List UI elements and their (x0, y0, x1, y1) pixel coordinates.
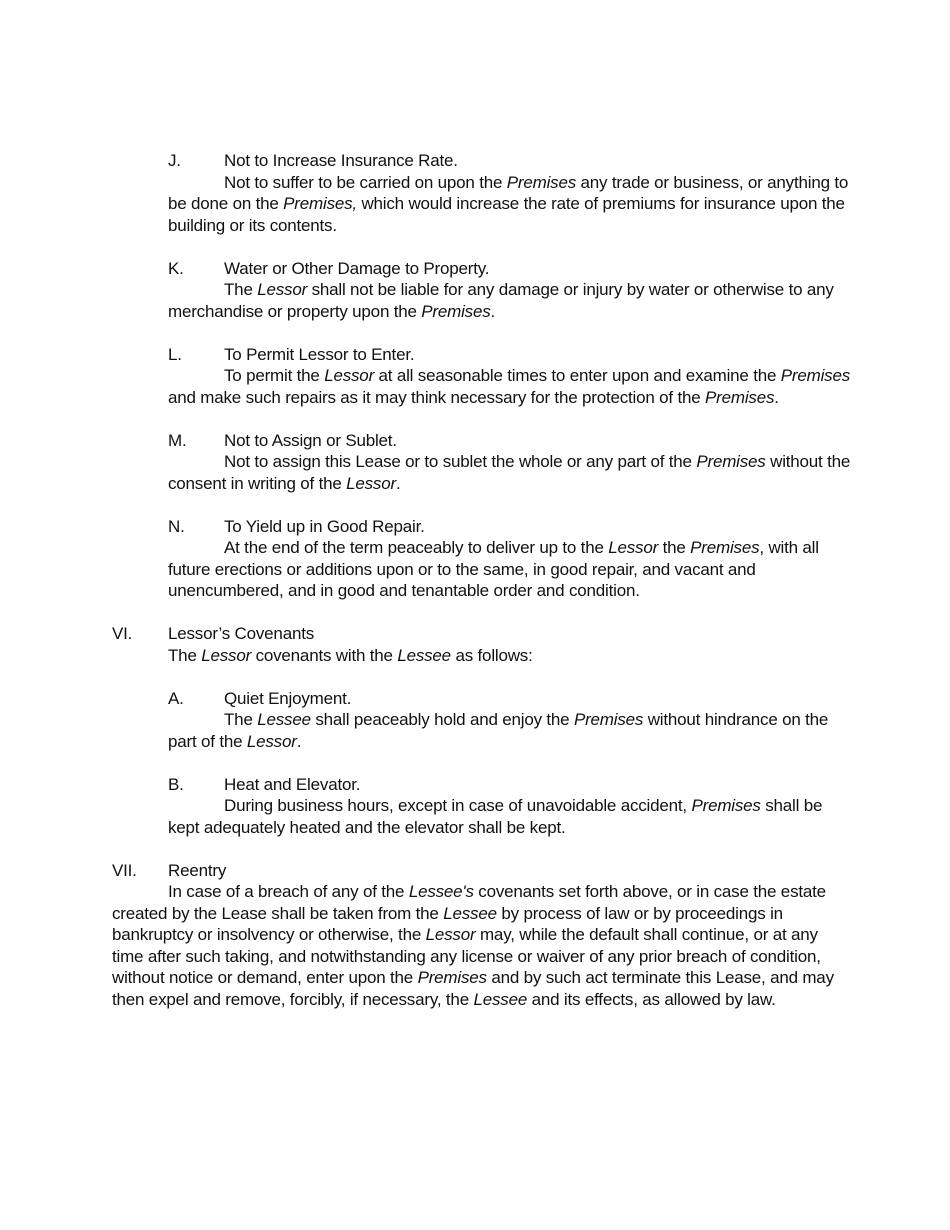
body-text: Not to assign this Lease or to sublet the whole or any part of the (224, 452, 697, 471)
section-body (168, 537, 852, 602)
body-text: shall peaceably hold and enjoy the (310, 710, 574, 729)
section-heading (168, 344, 852, 366)
body-italic: Premises (696, 452, 766, 471)
section-heading (168, 430, 852, 452)
section-b (168, 774, 852, 839)
body-italic: Premises (691, 796, 761, 815)
section-body (168, 451, 852, 494)
body-text: at all seasonable times to enter upon and examine the (374, 366, 781, 385)
body-text: shall be kept adequately heated and the elevator shall be kept. (168, 796, 823, 837)
section-label: N. (168, 516, 185, 536)
section-label: J. (168, 151, 181, 170)
body-italic: Premises (780, 366, 850, 385)
body-text: covenants with the (251, 645, 398, 665)
body-text: . (296, 731, 302, 751)
body-text: the (658, 538, 691, 557)
body-text: . (490, 301, 496, 321)
body-italic: Premises (573, 710, 644, 729)
body-text: and by such act terminate this Lease, and may then expel and remove, forcibly, if necessary, the (112, 968, 834, 1009)
section-l (168, 344, 852, 409)
section-label: B. (168, 774, 184, 794)
body-text: shall not be liable for any damage or injury by water or otherwise to any merchandise or property upon the (168, 280, 834, 321)
section-body (168, 365, 852, 408)
section-label: VI. (112, 624, 133, 643)
section-intro (168, 645, 852, 667)
section-heading (168, 150, 852, 172)
section-title: Reentry (168, 860, 227, 880)
body-italic: Premises (690, 538, 760, 557)
section-title: Not to Assign or Sublet. (224, 430, 397, 450)
section-label: L. (168, 344, 182, 364)
body-italic: Lessor (246, 731, 297, 751)
body-italic: Lessee (473, 989, 528, 1009)
body-italic: Premises (421, 301, 491, 321)
body-italic: Lessor (608, 538, 659, 557)
section-n (168, 516, 852, 602)
body-text: covenants set forth above, or in case the estate created by the Lease shall be taken from the (112, 882, 826, 923)
body-italic: Lessor (425, 925, 476, 944)
body-italic: Premises (705, 387, 775, 407)
body-text: without hindrance on the part of the (168, 710, 829, 751)
section-j (168, 150, 852, 236)
section-heading (168, 688, 852, 710)
section-body (168, 709, 852, 752)
body-text: The (224, 710, 258, 729)
section-heading (168, 516, 852, 538)
body-italic: Lessee's (408, 882, 474, 901)
body-text: The (168, 645, 202, 665)
body-text: by process of law or by proceedings in bankruptcy or insolvency or otherwise, the (112, 903, 783, 944)
body-text: . (774, 387, 779, 407)
body-text: any trade or business, or anything to be done on the (168, 172, 849, 213)
section-heading (168, 774, 852, 796)
section-vii (112, 860, 852, 1011)
body-text: as follows: (450, 645, 533, 665)
section-title: To Permit Lessor to Enter. (224, 344, 415, 364)
section-heading (168, 258, 852, 280)
section-title: Not to Increase Insurance Rate. (224, 151, 458, 170)
body-text: may, while the default shall continue, or at any time after such taking, and notwithstanding any license or waiver of any prior breach of condition, without notice or demand, enter upon the (112, 925, 821, 987)
body-italic: Lessor (201, 645, 252, 665)
section-a (168, 688, 852, 753)
body-italic: Lessor (346, 473, 396, 493)
body-italic: Premises (417, 968, 487, 987)
section-title: Heat and Elevator. (224, 774, 361, 794)
section-title: Quiet Enjoyment. (224, 688, 352, 708)
section-body (112, 881, 852, 1010)
body-italic: Premises, (283, 194, 357, 213)
section-body (168, 795, 852, 838)
section-title: Lessor’s Covenants (168, 624, 315, 643)
body-text: To permit the (224, 366, 325, 385)
body-italic: Lessor (257, 280, 308, 299)
section-label: VII. (112, 860, 137, 880)
section-m (168, 430, 852, 495)
body-text: and its effects, as allowed by law. (527, 989, 776, 1009)
body-italic: Lessee (397, 645, 451, 665)
section-heading (112, 860, 852, 882)
body-text: Not to suffer to be carried on upon the (224, 172, 507, 192)
body-text: During business hours, except in case of unavoidable accident, (224, 796, 692, 815)
section-heading (112, 623, 852, 645)
body-italic: Lessor (324, 366, 375, 385)
body-italic: Lessee (443, 903, 497, 923)
body-text: The (224, 280, 258, 299)
body-text: without the consent in writing of the (168, 452, 851, 493)
section-body (168, 172, 852, 237)
section-label: K. (168, 258, 184, 278)
section-title: To Yield up in Good Repair. (224, 516, 425, 536)
lease-document-body (112, 150, 852, 1010)
section-title: Water or Other Damage to Property. (224, 258, 490, 278)
section-vi (112, 623, 852, 838)
section-label: M. (168, 430, 187, 450)
section-body (168, 279, 852, 322)
body-text: and make such repairs as it may think necessary for the protection of the (168, 387, 706, 407)
body-italic: Lessee (257, 710, 311, 729)
body-text: In case of a breach of any of the (168, 882, 409, 901)
body-text: At the end of the term peaceably to deliver up to the (224, 538, 609, 557)
section-label: A. (168, 688, 184, 708)
body-text: , with all future erections or additions upon or to the same, in good repair, and vacant and unencumbered, and in good and tenantable order and condition. (168, 538, 819, 600)
body-text: which would increase the rate of premiums for insurance upon the building or its contents. (168, 194, 845, 235)
section-k (168, 258, 852, 323)
body-text: . (395, 473, 401, 493)
body-italic: Premises (506, 172, 577, 192)
